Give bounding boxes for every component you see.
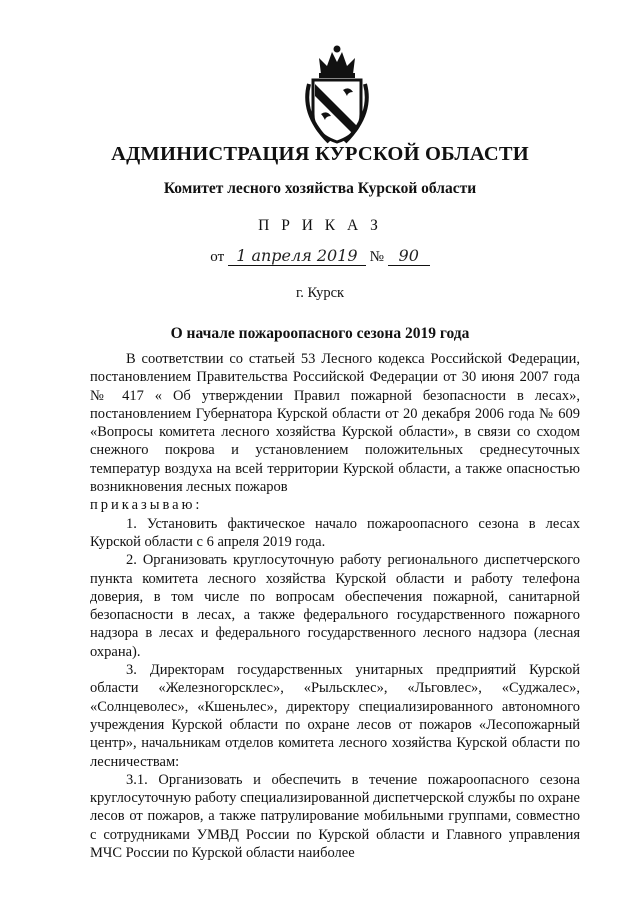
item-1-paragraph: 1. Установить фактическое начало пожароопасного сезона в лесах Курской области с 6 апреля 2019 года. (90, 515, 580, 550)
preamble-paragraph: В соответствии со статьей 53 Лесного кодекса Российской Федерации, постановлением Правительства Российской Федерации от 30 июня 2007 года № 417 « Об утверждении Правил пожарной безопасности в лесах», постановлением Губернатора Курской области от 20 декабря 2006 года № 609 «Вопросы комитета лесного хозяйства Курской области», в связи со сходом снежного покрова и установлением положительных среднесуточных температур воздуха на всей территории Курской области, а также опасностью возникновения лесных пожаров (90, 351, 580, 496)
order-title: П Р И К А З (258, 217, 382, 234)
administration-title: АДМИНИСТРАЦИЯ КУРСКОЙ ОБЛАСТИ (111, 143, 529, 165)
order-date-number-line (0, 247, 640, 266)
order-from-label: от (210, 249, 225, 265)
item-3-1-paragraph: 3.1. Организовать и обеспечить в течение пожароопасного сезона круглосуточную работу специализированной диспетчерской службы по охране лесов от пожаров, а также патрулирование мобильными группами, совместно с сотрудниками УМВД России по Курской области и Главного управления МЧС России по Курской области наиболее (90, 771, 580, 862)
item-3-paragraph: 3. Директорам государственных унитарных предприятий Курской области «Железногорсклес», «Рыльсклес», «Льговлес», «Суджалес», «Солнцеволес», «Кшеньлес», директору специализированного автономного учреждения Курской области по охране лесов от пожаров «Лесопожарный центр», начальникам отделов комитета лесного хозяйства Курской области по лесничествам: (90, 662, 580, 770)
committee-name: Комитет лесного хозяйства Курской области (163, 180, 477, 197)
item-2-paragraph: 2. Организовать круглосуточную работу регионального диспетчерского пункта комитета лесного хозяйства Курской области и работу телефона доверия, в том числе по вопросам обеспечения пожарной, санитарной безопасности в лесах, а также федерального государственного пожарного надзора в лесах и федерального государственного лесного надзора (лесная охрана). (90, 552, 580, 660)
coat-of-arms-emblem (299, 44, 375, 144)
order-directive: приказываю: (90, 497, 203, 514)
order-number-sign: № (369, 249, 384, 265)
city-label: г. Курск (295, 285, 345, 301)
order-date-handwritten: 1 апреля 2019 (228, 247, 366, 266)
order-number-handwritten: 90 (388, 247, 430, 266)
order-subject: О начале пожароопасного сезона 2019 года (170, 325, 470, 342)
order-body (90, 350, 580, 862)
